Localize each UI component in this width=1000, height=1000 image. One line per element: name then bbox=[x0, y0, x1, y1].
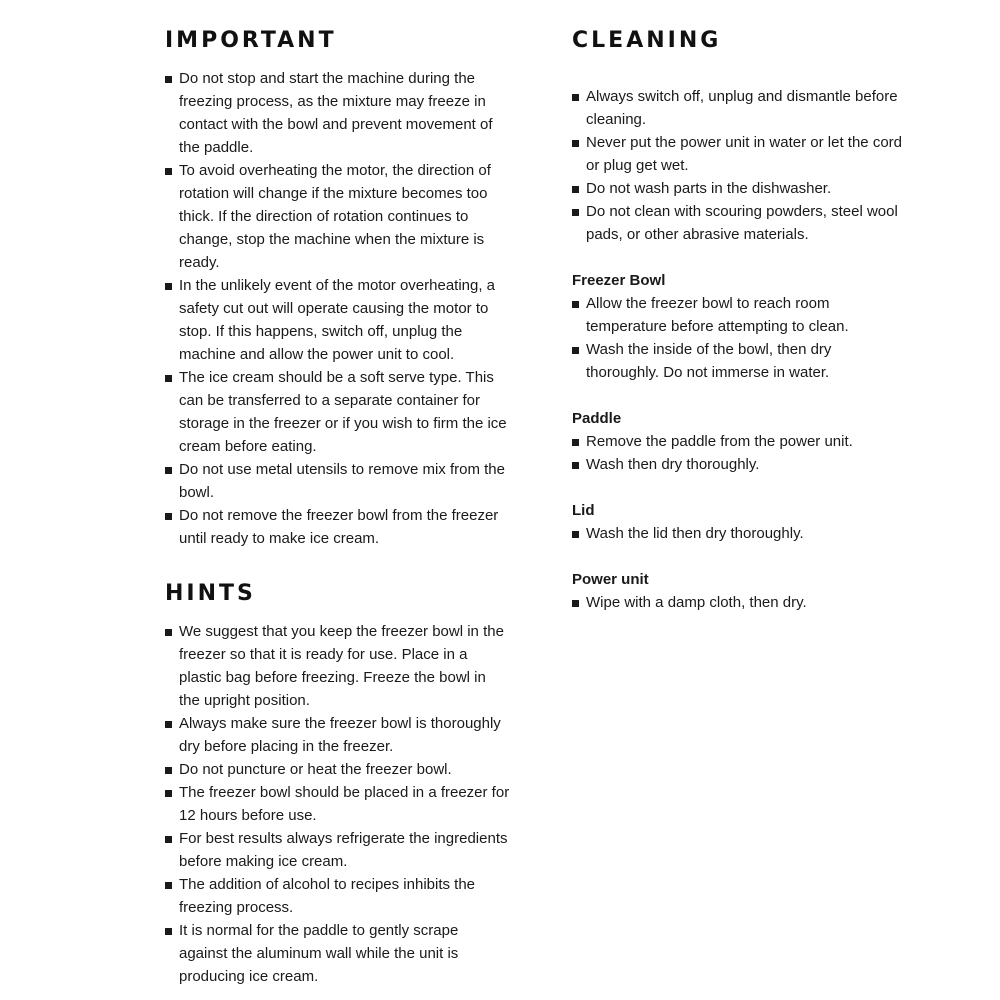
square-bullet-icon bbox=[165, 721, 172, 728]
cleaning-heading: CLEANING bbox=[572, 28, 722, 53]
square-bullet-icon bbox=[572, 301, 579, 308]
square-bullet-icon bbox=[165, 467, 172, 474]
list-item bbox=[165, 781, 510, 827]
list-item bbox=[165, 620, 510, 712]
list-item bbox=[165, 919, 510, 988]
list-item-text: The ice cream should be a soft serve type. This can be transferred to a separate container for storage in the freezer or if you wish to firm the ice cream before eating. bbox=[179, 369, 507, 455]
square-bullet-icon bbox=[165, 629, 172, 636]
square-bullet-icon bbox=[165, 836, 172, 843]
paddle-subheading: Paddle bbox=[572, 410, 622, 427]
square-bullet-icon bbox=[572, 140, 579, 147]
important-list bbox=[165, 67, 510, 550]
important-heading: IMPORTANT bbox=[165, 28, 337, 53]
list-item bbox=[165, 504, 510, 550]
list-item bbox=[165, 67, 510, 159]
list-item bbox=[572, 292, 902, 338]
list-item bbox=[165, 873, 510, 919]
list-item-text: Remove the paddle from the power unit. bbox=[586, 433, 853, 450]
list-item-text: Never put the power unit in water or let the cord or plug get wet. bbox=[586, 134, 902, 174]
square-bullet-icon bbox=[165, 882, 172, 889]
list-item-text: Do not remove the freezer bowl from the freezer until ready to make ice cream. bbox=[179, 507, 499, 547]
power-unit-list bbox=[572, 591, 902, 614]
list-item-text: Wash the inside of the bowl, then dry thoroughly. Do not immerse in water. bbox=[586, 341, 832, 381]
freezer-bowl-subheading: Freezer Bowl bbox=[572, 272, 666, 289]
list-item-text: It is normal for the paddle to gently scrape against the aluminum wall while the unit is producing ice cream. bbox=[179, 922, 459, 985]
list-item bbox=[165, 458, 510, 504]
list-item bbox=[572, 85, 902, 131]
square-bullet-icon bbox=[165, 76, 172, 83]
list-item bbox=[572, 591, 902, 614]
freezer-bowl-list bbox=[572, 292, 902, 384]
square-bullet-icon bbox=[165, 168, 172, 175]
hints-list bbox=[165, 620, 510, 988]
square-bullet-icon bbox=[165, 928, 172, 935]
power-unit-subheading: Power unit bbox=[572, 571, 649, 588]
list-item bbox=[165, 274, 510, 366]
square-bullet-icon bbox=[572, 209, 579, 216]
list-item bbox=[165, 827, 510, 873]
cleaning-general-list bbox=[572, 85, 902, 246]
lid-section bbox=[572, 499, 902, 545]
square-bullet-icon bbox=[572, 600, 579, 607]
list-item bbox=[165, 366, 510, 458]
list-item bbox=[572, 177, 902, 200]
list-item-text: In the unlikely event of the motor overheating, a safety cut out will operate causing the motor to stop. If this happens, switch off, unplug the machine and allow the power unit to cool. bbox=[179, 277, 496, 363]
freezer-bowl-section bbox=[572, 269, 902, 384]
list-item-text: For best results always refrigerate the ingredients before making ice cream. bbox=[179, 830, 508, 870]
list-item-text: Do not puncture or heat the freezer bowl. bbox=[179, 761, 452, 778]
list-item-text: Allow the freezer bowl to reach room temperature before attempting to clean. bbox=[586, 295, 849, 335]
list-item-text: We suggest that you keep the freezer bowl in the freezer so that it is ready for use. Place in a plastic bag before freezing. Freeze the bowl in the upright position. bbox=[179, 623, 504, 709]
square-bullet-icon bbox=[165, 790, 172, 797]
paddle-list bbox=[572, 430, 902, 476]
paddle-section bbox=[572, 407, 902, 476]
list-item bbox=[165, 758, 510, 781]
list-item-text: Wipe with a damp cloth, then dry. bbox=[586, 594, 807, 611]
square-bullet-icon bbox=[572, 462, 579, 469]
cleaning-general-section bbox=[572, 85, 902, 246]
list-item-text: Do not wash parts in the dishwasher. bbox=[586, 180, 832, 197]
square-bullet-icon bbox=[165, 375, 172, 382]
list-item-text: Do not stop and start the machine during the freezing process, as the mixture may freeze in contact with the bowl and prevent movement of the paddle. bbox=[179, 70, 493, 156]
list-item-text: Always make sure the freezer bowl is thoroughly dry before placing in the freezer. bbox=[179, 715, 501, 755]
list-item bbox=[165, 159, 510, 274]
list-item bbox=[165, 712, 510, 758]
lid-list bbox=[572, 522, 902, 545]
list-item-text: Always switch off, unplug and dismantle before cleaning. bbox=[586, 88, 898, 128]
list-item bbox=[572, 453, 902, 476]
list-item-text: The freezer bowl should be placed in a freezer for 12 hours before use. bbox=[179, 784, 510, 824]
list-item-text: To avoid overheating the motor, the direction of rotation will change if the mixture becomes too thick. If the direction of rotation continues to change, stop the machine when the mixture is ready. bbox=[179, 162, 491, 271]
lid-subheading: Lid bbox=[572, 502, 595, 519]
square-bullet-icon bbox=[572, 94, 579, 101]
square-bullet-icon bbox=[165, 767, 172, 774]
square-bullet-icon bbox=[572, 347, 579, 354]
list-item-text: The addition of alcohol to recipes inhibits the freezing process. bbox=[179, 876, 476, 916]
list-item bbox=[572, 338, 902, 384]
list-item-text: Wash then dry thoroughly. bbox=[586, 456, 760, 473]
list-item-text: Do not clean with scouring powders, steel wool pads, or other abrasive materials. bbox=[586, 203, 898, 243]
square-bullet-icon bbox=[572, 439, 579, 446]
square-bullet-icon bbox=[572, 186, 579, 193]
list-item bbox=[572, 200, 902, 246]
power-unit-section bbox=[572, 568, 902, 614]
list-item-text: Do not use metal utensils to remove mix from the bowl. bbox=[179, 461, 505, 501]
square-bullet-icon bbox=[572, 531, 579, 538]
hints-heading: HINTS bbox=[165, 581, 256, 606]
square-bullet-icon bbox=[165, 283, 172, 290]
list-item bbox=[572, 131, 902, 177]
list-item-text: Wash the lid then dry thoroughly. bbox=[586, 525, 804, 542]
square-bullet-icon bbox=[165, 513, 172, 520]
list-item bbox=[572, 522, 902, 545]
list-item bbox=[572, 430, 902, 453]
